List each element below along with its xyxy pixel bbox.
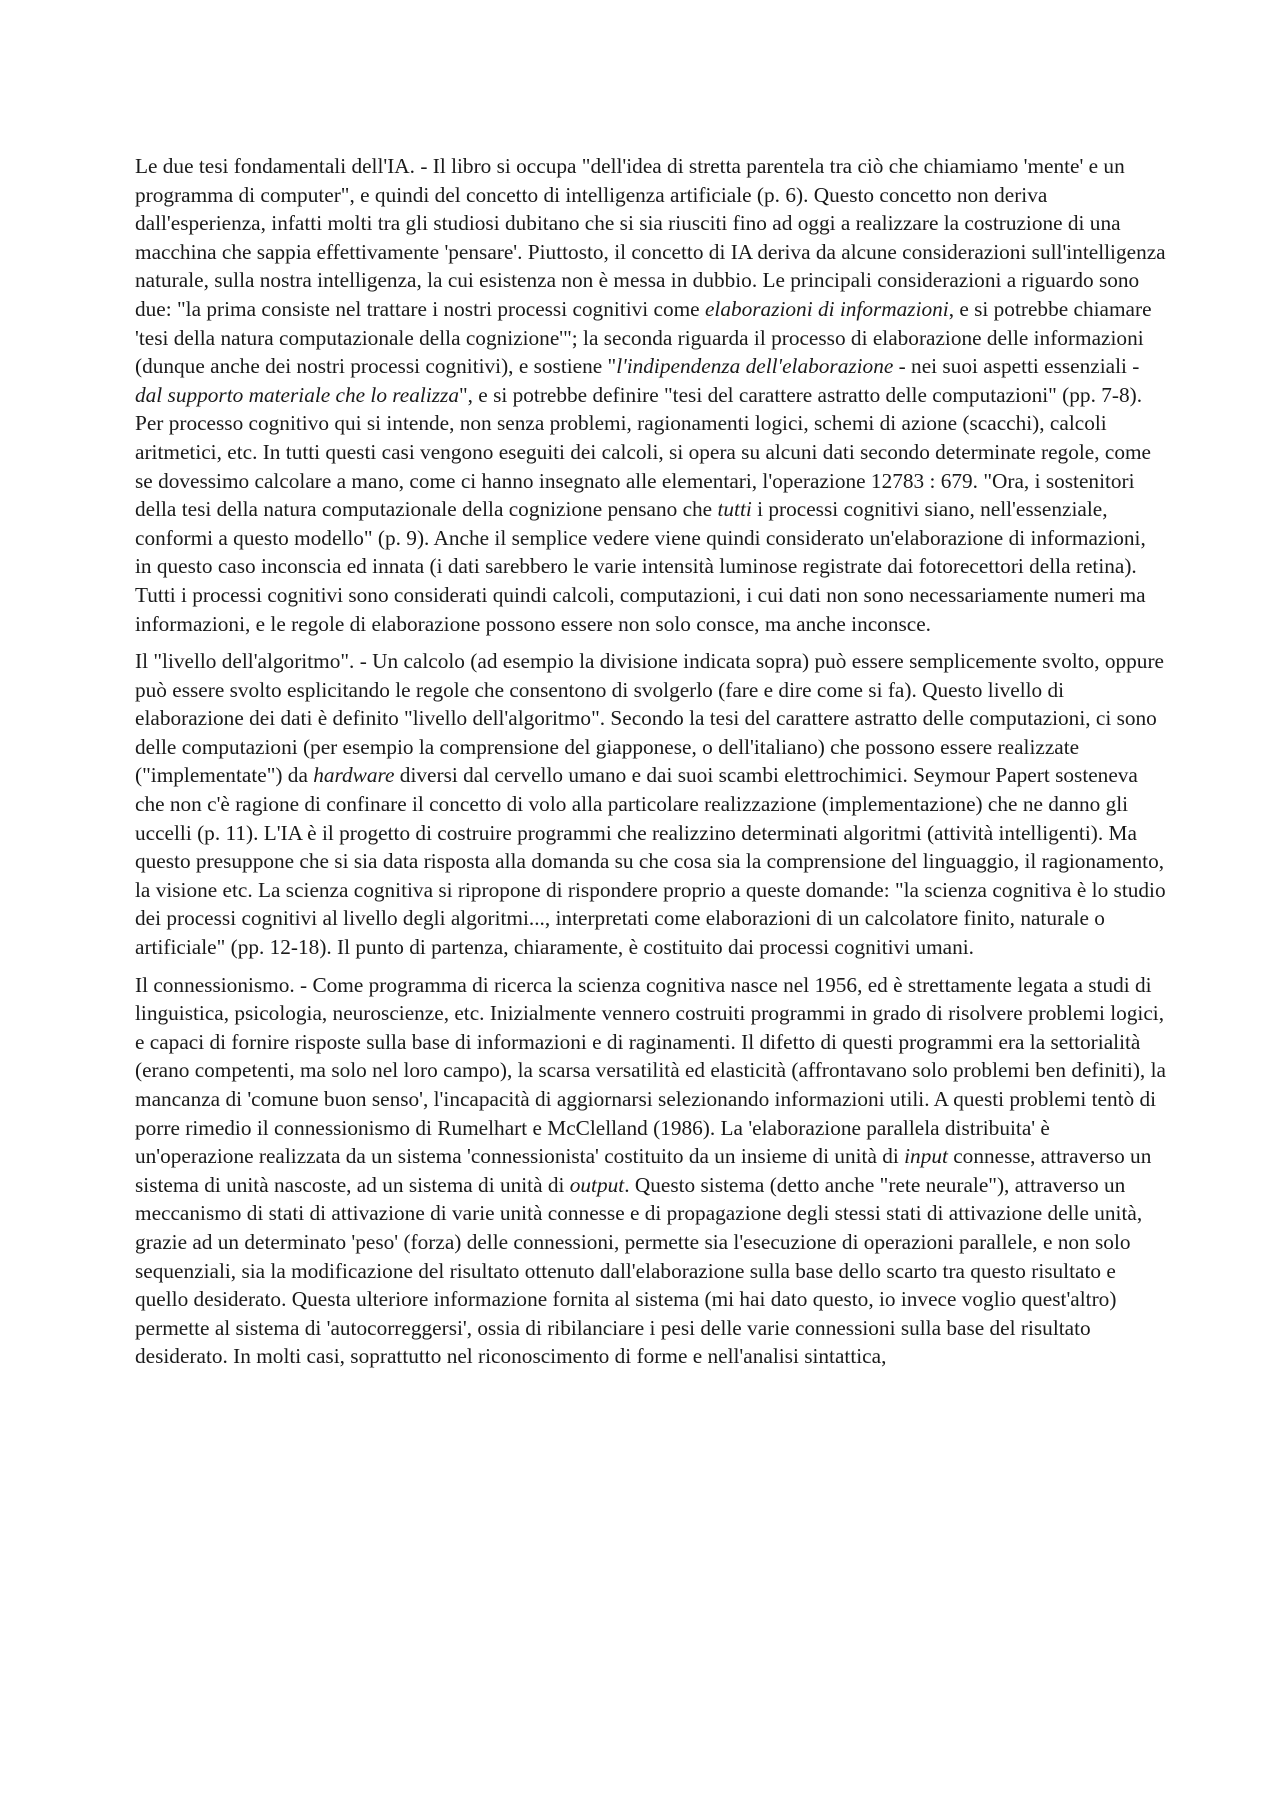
italic-run: dal supporto materiale che lo realizza <box>135 382 459 407</box>
text-run: Le due tesi fondamentali dell'IA. - Il libro si occupa "dell'idea di stretta parentela tra ciò che chiamiamo 'mente' e un programma di computer", e quindi del concetto di intelligenza artificiale (p. 6). Questo concetto non deriva dall'esperienza, infatti molti tra gli studiosi dubitano che si sia riusciti fino ad oggi a realizzare la costruzione di una macchina che sappia effettivamente 'pensare'. Piuttosto, il concetto di IA deriva da alcune considerazioni sull'intelligenza naturale, sulla nostra intelligenza, la cui esistenza non è messa in dubbio. Le principali considerazioni a riguardo sono due: "la prima consiste nel trattare i nostri processi cognitivi come <box>135 154 1166 321</box>
text-run: Il connessionismo. - Come programma di ricerca la scienza cognitiva nasce nel 1956, ed è strettamente legata a studi di linguistica, psicologia, neuroscienze, etc. Inizialmente vennero costruiti programmi in grado di risolvere problemi logici, e capaci di fornire risposte sulla base di informazioni e di raginamenti. Il difetto di questi programmi era la settorialità (erano competenti, ma solo nel loro campo), la scarsa versatilità ed elasticità (affrontavano solo problemi ben definiti), la mancanza di 'comune buon senso', l'incapacità di aggiornarsi selezionando informazioni utili. A questi problemi tentò di porre rimedio il connessionismo di Rumelhart e McClelland (1986). La 'elaborazione parallela distribuita' è un'operazione realizzata da un sistema 'connessionista' costituito da un insieme di unità di <box>135 972 1166 1169</box>
italic-run: l'indipendenza dell'elaborazione <box>616 354 894 379</box>
document-page <box>135 152 1167 1380</box>
italic-run: input <box>904 1144 948 1169</box>
text-run: - nei suoi aspetti essenziali - <box>893 354 1140 379</box>
text-run: Il "livello dell'algoritmo". - Un calcolo (ad esempio la divisione indicata sopra) può essere semplicemente svolto, oppure può essere svolto esplicitando le regole che consentono di svolgerlo (fare e dire come si fa). Questo livello di elaborazione dei dati è definito "livello dell'algoritmo". Secondo la tesi del carattere astratto delle computazioni, ci sono delle computazioni (per esempio la comprensione del giapponese, o dell'italiano) che possono essere realizzate ("implementate") da <box>135 649 1164 788</box>
text-run: i processi cognitivi siano, nell'essenziale, conformi a questo modello" (p. 9). Anche il semplice vedere viene quindi considerato un'elaborazione di informazioni, in questo caso inconscia ed innata (i dati sarebbero le varie intensità luminose registrate dai fotorecettori della retina). Tutti i processi cognitivi sono considerati quindi calcoli, computazioni, i cui dati non sono necessariamente numeri ma informazioni, e le regole di elaborazione possono essere non solo consce, ma anche inconsce. <box>135 497 1146 636</box>
text-run: ", e si potrebbe definire "tesi del carattere astratto delle computazioni" (pp. 7-8). Per processo cognitivo qui si intende, non senza problemi, ragionamenti logici, schemi di azione (scacchi), calcoli aritmetici, etc. In tutti questi casi vengono eseguiti dei calcoli, si opera su alcuni dati secondo determinate regole, come se dovessimo calcolare a mano, come ci hanno insegnato alle elementari, l'operazione 12783 : 679. "Ora, i sostenitori della tesi della natura computazionale della cognizione pensano che <box>135 382 1151 522</box>
paragraph-tesi-fondamentali <box>135 152 1167 638</box>
text-run: diversi dal cervello umano e dai suoi scambi elettrochimici. Seymour Papert sosteneva che non c'è ragione di confinare il concetto di volo alla particolare realizzazione (implementazione) che ne danno gli uccelli (p. 11). L'IA è il progetto di costruire programmi che realizzino determinati algoritmi (attività intelligenti). Ma questo presuppone che si sia data risposta alla domanda su che cosa sia la comprensione del linguaggio, il ragionamento, la visione etc. La scienza cognitiva si ripropone di rispondere proprio a queste domande: "la scienza cognitiva è lo studio dei processi cognitivi al livello degli algoritmi..., interpretati come elaborazioni di un calcolatore finito, naturale o artificiale" (pp. 12-18). Il punto di partenza, chiaramente, è costituito dai processi cognitivi umani. <box>135 763 1166 960</box>
text-run: connesse, attraverso un sistema di unità nascoste, ad un sistema di unità di <box>135 1144 1152 1197</box>
paragraph-connessionismo <box>135 971 1167 1371</box>
italic-run: hardware <box>313 763 395 788</box>
italic-run: elaborazioni di informazioni <box>704 296 949 321</box>
text-run: . Questo sistema (detto anche "rete neurale"), attraverso un meccanismo di stati di attivazione di varie unità connesse e di propagazione degli stessi stati di attivazione delle unità, grazie ad un determinato 'peso' (forza) delle connessioni, permette sia l'esecuzione di operazioni parallele, e non solo sequenziali, sia la modificazione del risultato ottenuto dall'elaborazione sulla base dello scarto tra questo risultato e quello desiderato. Questa ulteriore informazione fornita al sistema (mi hai dato questo, io invece voglio quest'altro) permette al sistema di 'autocorreggersi', ossia di ribilanciare i pesi delle varie connessioni sulla base del risultato desiderato. In molti casi, soprattutto nel riconoscimento di forme e nell'analisi sintattica, <box>135 1172 1143 1369</box>
text-run: , e si potrebbe chiamare 'tesi della natura computazionale della cognizione'"; la seconda riguarda il processo di elaborazione delle informazioni (dunque anche dei nostri processi cognitivi), e sostiene " <box>135 296 1152 379</box>
italic-run: output <box>569 1172 625 1197</box>
paragraph-livello-algoritmo <box>135 647 1167 962</box>
italic-run: tutti <box>717 497 752 522</box>
